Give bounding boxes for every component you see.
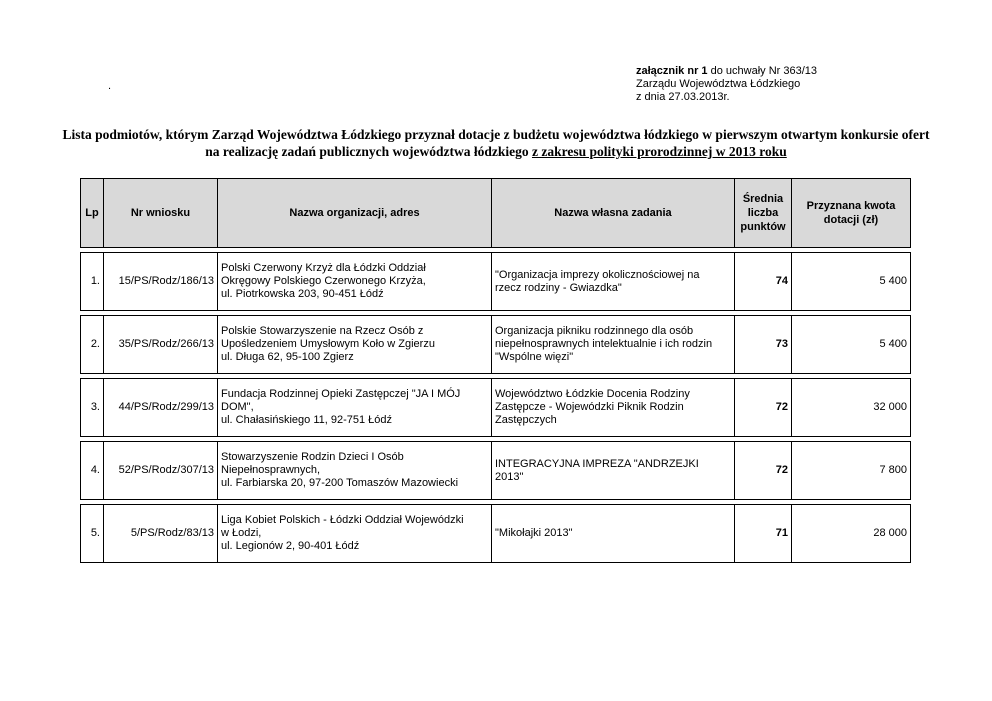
stray-dot: . (108, 80, 112, 92)
cell-amount: 32 000 (792, 379, 911, 437)
table-header-row (81, 179, 911, 248)
cell-points: 74 (735, 253, 792, 311)
title-underlined: z zakresu polityki prorodzinnej w 2013 roku (531, 144, 787, 159)
cell-task: "Mikołajki 2013" (492, 505, 735, 563)
cell-org: Fundacja Rodzinnej Opieki Zastępczej "JA I MÓJ DOM", ul. Chałasińskiego 11, 92-751 Łódź (218, 379, 492, 437)
grants-table (80, 178, 911, 563)
cell-lp: 4. (81, 442, 104, 500)
cell-task: Organizacja pikniku rodzinnego dla osób niepełnosprawnych intelektualnie i ich rodzin "Wspólne więzi" (492, 316, 735, 374)
table-row (81, 379, 911, 437)
table-row (81, 442, 911, 500)
header-points: Średnia liczba punktów (735, 179, 792, 248)
cell-amount: 28 000 (792, 505, 911, 563)
cell-points: 71 (735, 505, 792, 563)
cell-task: INTEGRACYJNA IMPREZA "ANDRZEJKI 2013" (492, 442, 735, 500)
cell-amount: 5 400 (792, 253, 911, 311)
annex-line-3: z dnia 27.03.2013r. (636, 91, 730, 103)
cell-lp: 5. (81, 505, 104, 563)
header-amount: Przyznana kwota dotacji (zł) (792, 179, 911, 248)
table-row (81, 253, 911, 311)
annex-line-1 (636, 65, 817, 78)
cell-org: Polski Czerwony Krzyż dla Łódzki Oddział Okręgowy Polskiego Czerwonego Krzyża, ul. Piotrkowska 203, 90-451 Łódź (218, 253, 492, 311)
annex-number: załącznik nr 1 (636, 65, 708, 77)
cell-task: Województwo Łódzkie Docenia Rodziny Zastępcze - Wojewódzki Piknik Rodzin Zastępczych (492, 379, 735, 437)
cell-org: Stowarzyszenie Rodzin Dzieci I Osób Niepełnosprawnych, ul. Farbiarska 20, 97-200 Tomaszów Mazowiecki (218, 442, 492, 500)
header-nr: Nr wniosku (104, 179, 218, 248)
cell-lp: 2. (81, 316, 104, 374)
table-row (81, 316, 911, 374)
cell-amount: 7 800 (792, 442, 911, 500)
cell-points: 72 (735, 379, 792, 437)
cell-lp: 1. (81, 253, 104, 311)
cell-nr: 5/PS/Rodz/83/13 (104, 505, 218, 563)
cell-nr: 15/PS/Rodz/186/13 (104, 253, 218, 311)
header-org: Nazwa organizacji, adres (218, 179, 492, 248)
annex-line-2: Zarządu Województwa Łódzkiego (636, 78, 801, 90)
cell-task: "Organizacja imprezy okolicznościowej na rzecz rodziny - Gwiazdka" (492, 253, 735, 311)
cell-nr: 52/PS/Rodz/307/13 (104, 442, 218, 500)
cell-org: Liga Kobiet Polskich - Łódzki Oddział Wojewódzki w Łodzi, ul. Legionów 2, 90-401 Łódź (218, 505, 492, 563)
cell-amount: 5 400 (792, 316, 911, 374)
cell-org: Polskie Stowarzyszenie na Rzecz Osób z Upośledzeniem Umysłowym Koło w Zgierzu ul. Długa 62, 95-100 Zgierz (218, 316, 492, 374)
header-lp: Lp (81, 179, 104, 248)
cell-points: 72 (735, 442, 792, 500)
cell-points: 73 (735, 316, 792, 374)
table-row (81, 505, 911, 563)
cell-nr: 44/PS/Rodz/299/13 (104, 379, 218, 437)
document-title (60, 126, 932, 160)
annex-resolution: do uchwały Nr 363/13 (707, 65, 817, 77)
annex-note (636, 65, 817, 104)
cell-nr: 35/PS/Rodz/266/13 (104, 316, 218, 374)
title-main: Lista podmiotów, którym Zarząd Województwa Łódzkiego przyznał dotacje z budżetu województwa łódzkiego w pierwszym otwartym konkursie ofert na realizację zadań publicznych województwa łódzkiego (62, 127, 930, 159)
cell-lp: 3. (81, 379, 104, 437)
header-task: Nazwa własna zadania (492, 179, 735, 248)
